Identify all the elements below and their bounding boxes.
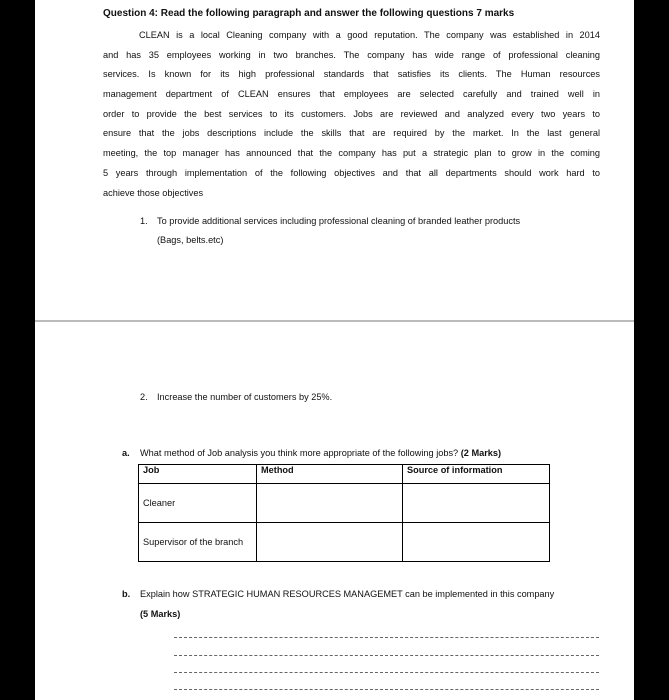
paragraph-line: ensure that the jobs descriptions include the skills that are required by the market. In the last general xyxy=(103,128,600,139)
part-a-marks: (2 Marks) xyxy=(460,448,502,458)
answer-line[interactable] xyxy=(174,655,599,656)
paragraph-line: meeting, the top manager has announced that the company has put a strategic plan to grow in the coming xyxy=(103,148,600,159)
cell-job: Cleaner xyxy=(139,484,257,523)
cell-method[interactable] xyxy=(257,484,403,523)
objective-item-2 xyxy=(140,388,332,407)
objective-text-continued: (Bags, belts.etc) xyxy=(157,235,224,245)
question-title: Question 4: Read the following paragraph and answer the following questions 7 marks xyxy=(103,8,515,19)
job-analysis-table xyxy=(138,464,550,562)
paragraph-line: CLEAN is a local Cleaning company with a good reputation. The company was established in 2014 xyxy=(139,30,600,40)
part-a-question xyxy=(122,444,502,463)
paragraph-line: and has 35 employees working in two branches. The company has wide range of professional cleaning xyxy=(103,49,600,60)
answer-line[interactable] xyxy=(174,672,599,673)
document-page-1 xyxy=(35,0,634,320)
objective-text: Increase the number of customers by 25%. xyxy=(157,392,333,402)
part-b-question xyxy=(122,585,600,624)
part-a-text: What method of Job analysis you think more appropriate of the following jobs? xyxy=(140,448,459,458)
objective-number: 2. xyxy=(140,392,148,402)
cell-job: Supervisor of the branch xyxy=(139,523,257,562)
objective-text: To provide additional services including professional cleaning of branded leather products xyxy=(157,216,521,226)
part-b-letter: b. xyxy=(122,589,131,599)
answer-line[interactable] xyxy=(174,689,599,690)
paragraph-line: order to provide the best services to its customers. Jobs are reviewed and analyzed every two years to xyxy=(103,108,600,119)
scenario-paragraph xyxy=(103,26,600,203)
paragraph-line: management department of CLEAN ensures that employees are selected carefully and trained well in xyxy=(103,89,600,100)
answer-line[interactable] xyxy=(174,637,599,638)
table-row xyxy=(139,523,550,562)
header-method: Method xyxy=(257,465,403,484)
part-b-text: Explain how STRATEGIC HUMAN RESOURCES MANAGEMET can be implemented in this company xyxy=(140,589,555,599)
part-a-letter: a. xyxy=(122,448,130,458)
cell-method[interactable] xyxy=(257,523,403,562)
cell-source[interactable] xyxy=(403,523,550,562)
header-source: Source of information xyxy=(403,465,550,484)
header-job: Job xyxy=(139,465,257,484)
objective-item-1 xyxy=(140,212,600,250)
paragraph-line: services. Is known for its high professional standards that satisfies its clients. The Human resources xyxy=(103,69,600,80)
document-page-2 xyxy=(35,322,634,700)
table-header-row xyxy=(139,465,550,484)
paragraph-line: 5 years through implementation of the following objectives and that all departments should work hard to xyxy=(103,167,600,178)
table-row xyxy=(139,484,550,523)
objective-number: 1. xyxy=(140,216,148,226)
part-b-marks: (5 Marks) xyxy=(140,609,181,619)
paragraph-line: achieve those objectives xyxy=(103,187,204,198)
cell-source[interactable] xyxy=(403,484,550,523)
